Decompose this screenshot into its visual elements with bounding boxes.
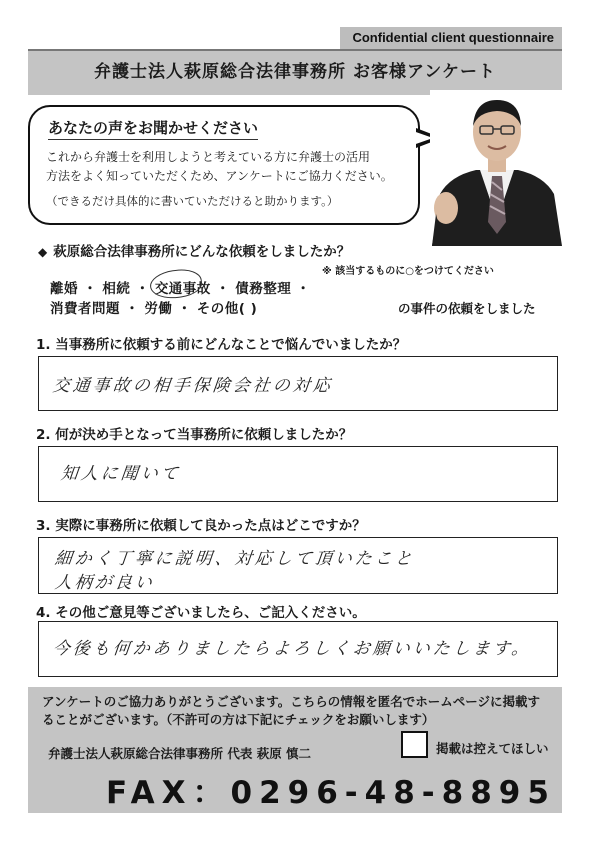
office-representative: 弁護士法人萩原総合法律事務所 代表 萩原 慎二	[48, 746, 312, 761]
question-4-label: 4. その他ご意見等ございましたら、ご記入ください。	[36, 605, 366, 621]
answer-2-text: 知人に聞いて	[59, 464, 182, 484]
answer-4-text: 今後も何かありましたらよろしくお願いいたします。	[51, 639, 533, 659]
case-question	[38, 240, 350, 260]
diamond-bullet-icon: ◆	[38, 245, 48, 259]
question-1-label: 1. 当事務所に依頼する前にどんなことで悩んでいましたか？	[36, 337, 407, 353]
footer-panel	[28, 687, 562, 813]
no-publish-label: 掲載は控えてほしい	[436, 741, 549, 756]
question-2-label: 2. 何が決め手となって当事務所に依頼しましたか？	[36, 427, 353, 443]
answer-2-box[interactable]	[38, 446, 558, 502]
confidential-tag: Confidential client questionnaire	[340, 27, 562, 49]
intro-line-1: これから弁護士を利用しようと考えている方に弁護士の活用	[46, 150, 371, 164]
intro-note: （できるだけ具体的に書いていただけると助かります。）	[46, 194, 339, 208]
choices-after: ・ 債務整理 ・	[210, 281, 311, 297]
no-publish-checkbox[interactable]	[401, 731, 428, 758]
answer-4-box[interactable]	[38, 621, 558, 677]
answer-3-box[interactable]	[38, 537, 558, 594]
selected-choice-traffic-accident[interactable]: 交通事故	[155, 277, 211, 297]
lawyer-photo	[430, 90, 564, 246]
question-3-label: 3. 実際に事務所に依頼して良かった点はどこですか？	[36, 518, 366, 534]
choices-before: 離婚 ・ 相続 ・	[50, 281, 155, 297]
case-question-text: 萩原総合法律事務所にどんな依頼をしましたか？	[53, 244, 351, 260]
answer-1-text: 交通事故の相手保険会社の対応	[51, 376, 334, 396]
case-choices-row-2: 消費者問題 ・ 労働 ・ その他( )	[50, 301, 258, 317]
fax-number: FAX：0296-48-8895	[106, 775, 556, 811]
intro-heading: あなたの声をお聞かせください	[48, 117, 258, 140]
intro-body	[46, 148, 406, 211]
footer-message: アンケートのご協力ありがとうございます。こちらの情報を匿名でホームページに掲載することがございます。（不許可の方は下記にチェックをお願いします）	[42, 694, 541, 727]
answer-3-line-1: 細かく丁寧に説明、対応して頂いたこと	[53, 549, 416, 569]
intro-speech-bubble	[28, 105, 420, 225]
intro-line-2: 方法をよく知っていただくため、アンケートにご協力ください。	[46, 169, 393, 183]
page-title: 弁護士法人萩原総合法律事務所 お客様アンケート	[28, 49, 562, 95]
case-choices-suffix: の事件の依頼をしました	[398, 301, 536, 316]
case-instruction: ※ 該当するものに○をつけてください	[322, 266, 494, 277]
answer-1-box[interactable]	[38, 356, 558, 411]
answer-3-line-2: 人柄が良い	[53, 573, 156, 593]
case-choices-row-1	[50, 277, 310, 297]
